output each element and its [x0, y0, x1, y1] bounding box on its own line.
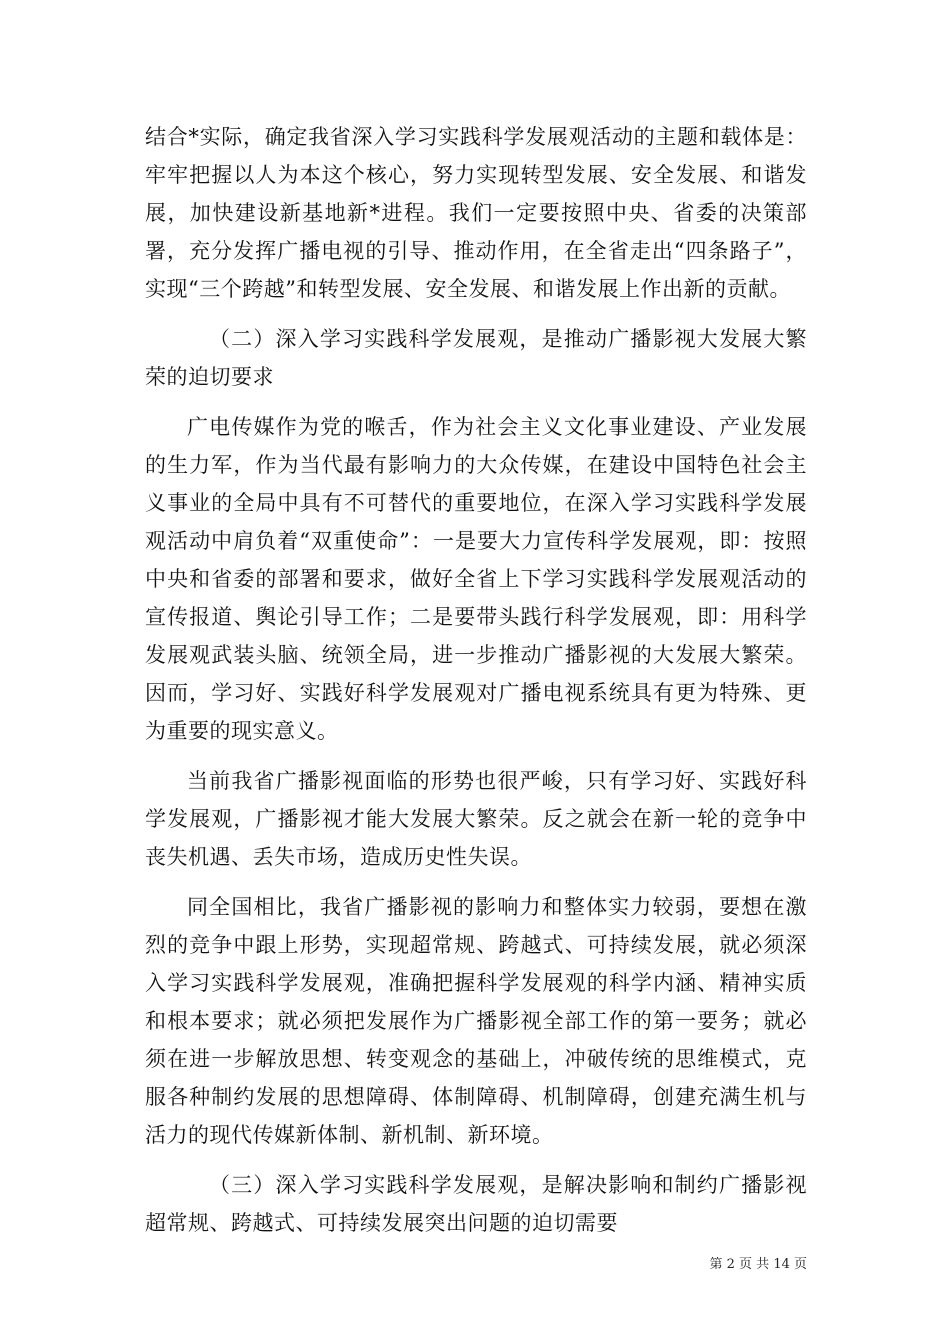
paragraph-comparison: 同全国相比，我省广播影视的影响力和整体实力较弱，要想在激烈的竞争中跟上形势，实现超常规、跨越式、可持续发展，就必须深入学习实践科学发展观，准确把握科学发展观的科学内涵、精神实质和根本要求；就必须把发展作为广播影视全部工作的第一要务；就必须在进一步解放思想、转变观念的基础上，冲破传统的思维模式，克服各种制约发展的思想障碍、体制障碍、机制障碍，创建充满生机与活力的现代传媒新体制、新机制、新环境。 [145, 895, 807, 1147]
document-body [145, 118, 807, 1254]
section-heading-2: （二）深入学习实践科学发展观，是推动广播影视大发展大繁荣的迫切要求 [145, 327, 807, 389]
page-number: 第 2 页 共 14 页 [709, 1257, 807, 1272]
paragraph-situation: 当前我省广播影视面临的形势也很严峻，只有学习好、实践好科学发展观，广播影视才能大发展大繁荣。反之就会在新一轮的竞争中丧失机遇、丢失市场，造成历史性失误。 [145, 769, 807, 869]
section-heading-3: （三）深入学习实践科学发展观，是解决影响和制约广播影视超常规、跨越式、可持续发展突出问题的迫切需要 [145, 1173, 807, 1235]
paragraph-media-role: 广电传媒作为党的喉舌，作为社会主义文化事业建设、产业发展的生力军，作为当代最有影响力的大众传媒，在建设中国特色社会主义事业的全局中具有不可替代的重要地位，在深入学习实践科学发展观活动中肩负着“双重使命”：一是要大力宣传科学发展观，即：按照中央和省委的部署和要求，做好全省上下学习实践科学发展观活动的宣传报道、舆论引导工作；二是要带头践行科学发展观，即：用科学发展观武装头脑、统领全局，进一步推动广播影视的大发展大繁荣。因而，学习好、实践好科学发展观对广播电视系统具有更为特殊、更为重要的现实意义。 [145, 415, 807, 743]
paragraph-intro: 结合*实际，确定我省深入学习实践科学发展观活动的主题和载体是：牢牢把握以人为本这个核心，努力实现转型发展、安全发展、和谐发展，加快建设新基地新*进程。我们一定要按照中央、省委的决策部署，充分发挥广播电视的引导、推动作用，在全省走出“四条路子”，实现“三个跨越”和转型发展、安全发展、和谐发展上作出新的贡献。 [145, 125, 807, 301]
